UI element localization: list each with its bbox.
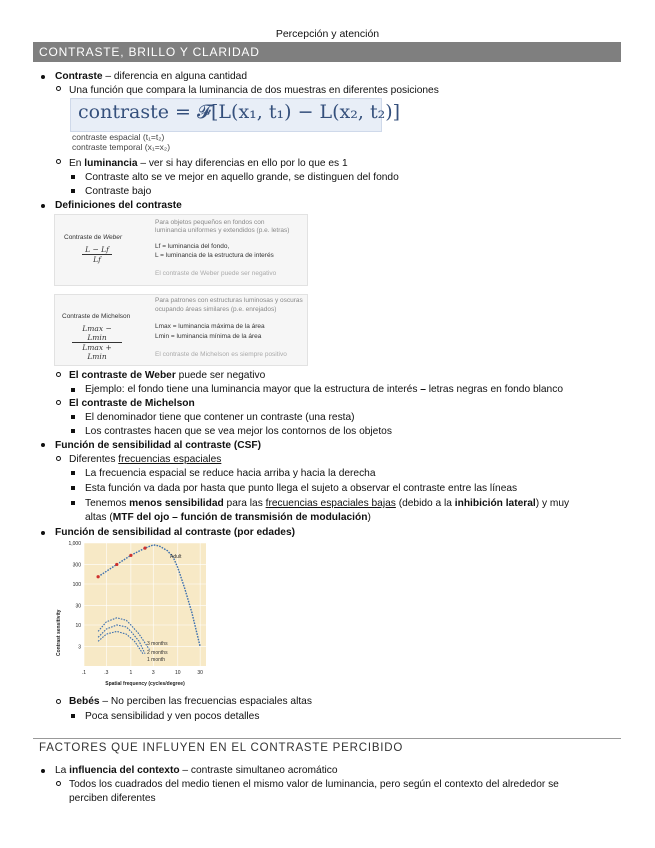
bullet [56,699,61,704]
bullet [41,531,45,535]
csf-item2: Esta función va dada por hasta que punto llega el sujeto a observar el contraste entre las líneas [85,483,518,494]
bullet [71,714,75,718]
michelson-item2: Los contrastes hacen que se vea mejor los contornos de los objetos [85,426,392,437]
michelson-note: El contraste de Michelson es siempre positivo [155,351,287,358]
label-2-months: 2 months [147,650,168,656]
x-tick-label: .3 [104,670,109,676]
weber-fraction: $\frac{L - Lf}{Lf}$ [82,245,112,264]
contexto-line: La influencia del contexto – contraste simultaneo acromático [55,765,338,776]
weber-heading: El contraste de Weber puede ser negativo [69,370,266,381]
bullet [41,769,45,773]
y-axis-label: Contrast sensitivity [56,609,62,656]
bullet [56,159,61,164]
contraste-sub: Una función que compara la luminancia de dos muestras en diferentes posiciones [69,85,439,96]
y-tick-label: 10 [75,623,81,629]
weber-desc2: luminancia uniformes y extendidos (p.e. letras) [155,227,290,234]
csf-chart [52,538,212,690]
y-tick-label: 1,000 [68,541,81,547]
data-point-adult [115,563,118,566]
csf-item3: Tenemos menos sensibilidad para las frecuencias espaciales bajas (debido a la inhibición lateral) y muy [85,498,570,509]
y-tick-label: 300 [72,562,81,569]
bullet [56,372,61,377]
caption-temporal: contraste temporal (x₁=x₂) [72,142,171,152]
csf-title: Función de sensibilidad al contraste (CSF) [55,440,262,451]
bullet [71,189,75,193]
bullet [56,781,61,786]
michelson-desc1: Para patrones con estructuras luminosas y oscuras [155,297,303,304]
contexto-sub1: Todos los cuadrados del medio tienen el mismo valor de luminancia, pero según el contexto del alrededor se [69,779,559,790]
label-adult: Adult [170,554,182,560]
section-title-contraste: CONTRASTE, BRILLO Y CLARIDAD [33,42,621,62]
weber-desc1: Para objetos pequeños en fondos con [155,219,265,226]
bebes-sub: Poca sensibilidad y ven pocos detalles [85,711,260,722]
label-3-months: 3 months [147,641,168,647]
michelson-var1: Lmax = luminancia máxima de la área [155,323,265,330]
y-tick-label: 30 [75,603,81,610]
section-divider [33,738,621,739]
bullet [41,204,45,208]
luminancia-line: En luminancia – ver si hay diferencias en ello por lo que es 1 [69,158,348,169]
michelson-fraction: Lmax − Lmin Lmax + Lmin [72,324,122,361]
michelson-desc2: ocupando áreas similares (p.e. enrejados) [155,306,277,313]
bullet [71,501,75,505]
bullet [41,443,45,447]
bullet [71,415,75,419]
weber-note: El contraste de Weber puede ser negativo [155,270,277,277]
csf-edades-title: Función de sensibilidad al contraste (por edades) [55,527,296,538]
caption-spatial: contraste espacial (t₁=t₂) [72,132,165,142]
definiciones-title: Definiciones del contraste [55,200,182,211]
contraste-alto: Contraste alto se ve mejor en aquello grande, se distinguen del fondo [85,172,399,183]
bullet [71,486,75,490]
bullet [41,75,45,79]
x-tick-label: .1 [81,670,87,676]
x-tick-label: 3 [151,670,155,676]
michelson-item1: El denominador tiene que contener un contraste (una resta) [85,412,355,423]
csf-item3-cont: altas (MTF del ojo – función de transmisión de modulación) [85,512,371,523]
page-header: Percepción y atención [275,28,380,40]
contexto-sub2: perciben diferentes [69,793,156,804]
plot-background [84,543,206,666]
bebes-line: Bebés – No perciben las frecuencias espaciales altas [69,696,312,707]
bullet [71,429,75,433]
x-tick-label: 1 [129,670,133,676]
bullet [56,86,61,91]
csf-diferentes: Diferentes frecuencias espaciales [69,454,222,465]
label-1-month: 1 month [147,657,166,663]
weber-var2: L = luminancia de la estructura de interés [155,252,274,259]
michelson-heading: El contraste de Michelson [69,398,195,409]
csf-item1: La frecuencia espacial se reduce hacia arriba y hacia la derecha [85,468,376,479]
data-point-adult [143,547,146,550]
contraste-line: Contraste – diferencia en alguna cantidad [55,71,247,82]
contraste-formula: contraste = 𝓕[L(x₁, t₁) − L(x₂, t₂)] [78,101,401,123]
bullet [71,471,75,475]
weber-example: Ejemplo: el fondo tiene una luminancia mayor que la estructura de interés – letras negras en fondo blanco [85,384,563,395]
data-point-adult [129,554,132,557]
weber-label: Contraste de Weber [64,234,123,241]
x-tick-label: 10 [174,670,181,676]
section-title-factores: FACTORES QUE INFLUYEN EN EL CONTRASTE PERCIBIDO [39,742,404,754]
michelson-var2: Lmin = luminancia mínima de la área [155,333,262,340]
data-point-adult [97,575,100,578]
y-tick-label: 3 [78,644,81,651]
x-tick-label: 30 [197,670,203,676]
michelson-label: Contraste de Michelson [62,313,131,320]
y-tick-label: 100 [72,582,81,588]
weber-var1: Lf = luminancia del fondo, [155,243,230,250]
bullet [71,388,75,392]
x-axis-label: Spatial frequency (cycles/degree) [105,681,185,687]
bullet [71,175,75,179]
contraste-bajo: Contraste bajo [85,186,152,197]
bullet [56,400,61,405]
bullet [56,456,61,461]
